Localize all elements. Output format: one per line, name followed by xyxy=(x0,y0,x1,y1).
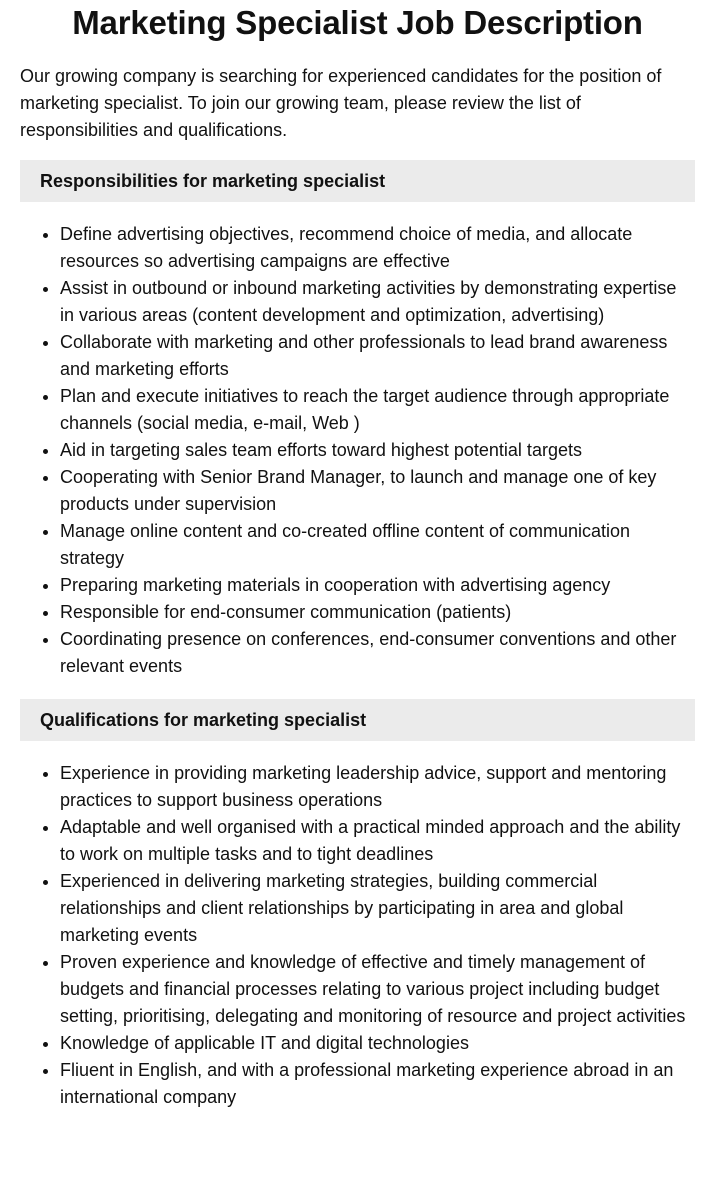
list-item: • Manage online content and co-created offline content of communication strategy xyxy=(60,518,695,572)
list-item: • Knowledge of applicable IT and digital technologies xyxy=(60,1030,695,1057)
list-item: • Aid in targeting sales team efforts toward highest potential targets xyxy=(60,437,695,464)
qualifications-heading: Qualifications for marketing specialist xyxy=(20,699,695,741)
list-item: • Experience in providing marketing leadership advice, support and mentoring practices to support business operations xyxy=(60,760,695,814)
list-item: • Preparing marketing materials in cooperation with advertising agency xyxy=(60,572,695,599)
list-item: • Coordinating presence on conferences, end-consumer conventions and other relevant events xyxy=(60,626,695,680)
list-item: • Experienced in delivering marketing strategies, building commercial relationships and client relationships by participating in area and global marketing events xyxy=(60,868,695,949)
list-item: • Assist in outbound or inbound marketing activities by demonstrating expertise in various areas (content development and optimization, advertising) xyxy=(60,275,695,329)
responsibilities-list xyxy=(20,221,695,680)
page-title: Marketing Specialist Job Description xyxy=(72,4,643,41)
list-item: • Responsible for end-consumer communication (patients) xyxy=(60,599,695,626)
list-item: • Define advertising objectives, recommend choice of media, and allocate resources so advertising campaigns are effective xyxy=(60,221,695,275)
list-item: • Adaptable and well organised with a practical minded approach and the ability to work on multiple tasks and to tight deadlines xyxy=(60,814,695,868)
qualifications-list xyxy=(20,760,695,1111)
list-item: • Proven experience and knowledge of effective and timely management of budgets and financial processes relating to various project including budget setting, prioritising, delegating and monitoring of resource and project activities xyxy=(60,949,695,1030)
list-item: • Cooperating with Senior Brand Manager, to launch and manage one of key products under supervision xyxy=(60,464,695,518)
list-item: • Plan and execute initiatives to reach the target audience through appropriate channels (social media, e-mail, Web ) xyxy=(60,383,695,437)
list-item: • Fliuent in English, and with a professional marketing experience abroad in an international company xyxy=(60,1057,695,1111)
intro-paragraph: Our growing company is searching for experienced candidates for the position of marketing specialist. To join our growing team, please review the list of responsibilities and qualifications. xyxy=(20,66,662,140)
responsibilities-heading: Responsibilities for marketing specialist xyxy=(20,160,695,202)
list-item: • Collaborate with marketing and other professionals to lead brand awareness and marketing efforts xyxy=(60,329,695,383)
